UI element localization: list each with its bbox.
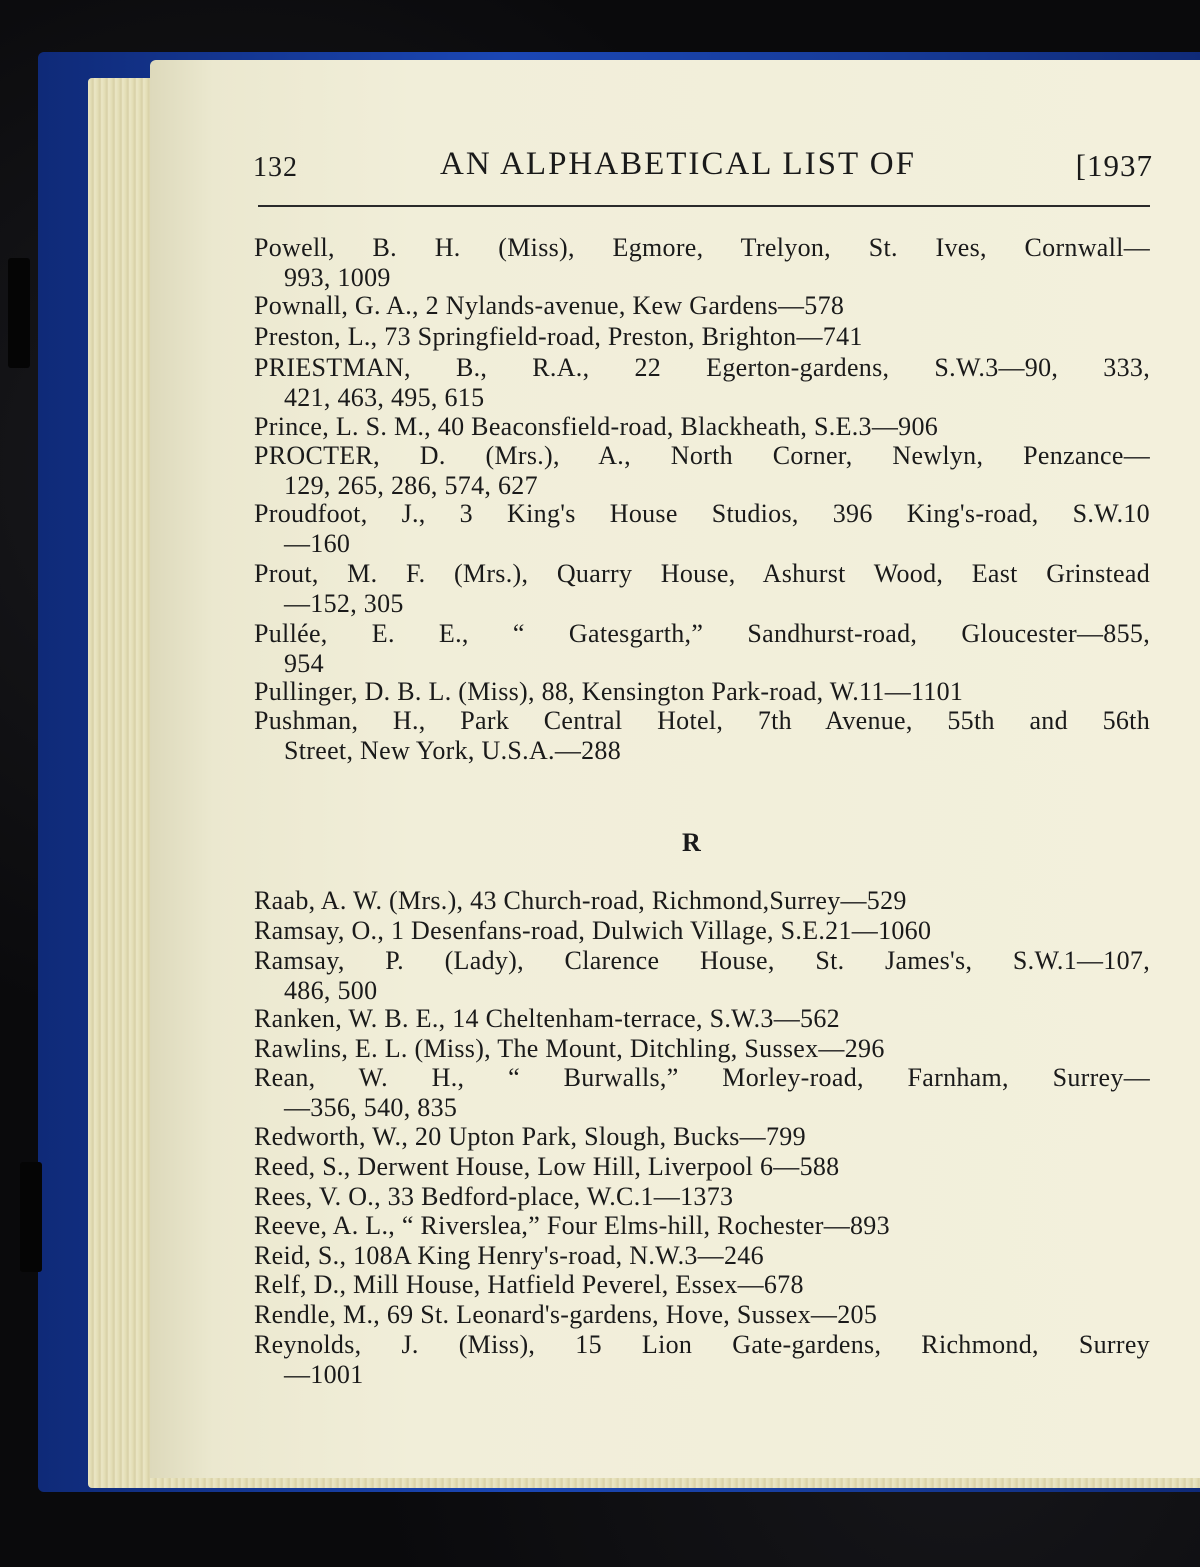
header-rule xyxy=(258,205,1150,207)
entry-line: Redworth, W., 20 Upton Park, Slough, Bucks—799 xyxy=(254,1122,806,1151)
list-entry xyxy=(254,1330,1150,1390)
entry-line: —160 xyxy=(284,529,351,558)
entry-line: Ramsay, O., 1 Desenfans-road, Dulwich Village, S.E.21—1060 xyxy=(254,916,932,945)
entry-line: PRIESTMAN, B., R.A., 22 Egerton-gardens, S.W.3—90, 333, xyxy=(254,353,1150,382)
year-marker: [1937 xyxy=(1075,148,1153,183)
list-entry xyxy=(254,886,1150,916)
entry-line: Preston, L., 73 Springfield-road, Preston, Brighton—741 xyxy=(254,322,863,351)
entry-line: —356, 540, 835 xyxy=(284,1093,458,1122)
entry-line: Pownall, G. A., 2 Nylands-avenue, Kew Gardens—578 xyxy=(254,291,845,320)
page-header xyxy=(253,146,1153,190)
list-entry xyxy=(254,1182,1150,1212)
list-entry xyxy=(254,1034,1150,1064)
list-entry xyxy=(254,353,1150,413)
list-entry xyxy=(254,677,1150,707)
entry-line: Rawlins, E. L. (Miss), The Mount, Ditchling, Sussex—296 xyxy=(254,1034,885,1063)
ribbon-tab-top xyxy=(8,258,30,368)
list-entry xyxy=(254,1270,1150,1300)
entry-line: Street, New York, U.S.A.—288 xyxy=(284,736,622,765)
list-entry xyxy=(254,916,1150,946)
list-entry xyxy=(254,1063,1150,1123)
entry-line: Raab, A. W. (Mrs.), 43 Church-road, Richmond,Surrey—529 xyxy=(254,886,907,915)
list-entry xyxy=(254,322,1150,352)
list-entry xyxy=(254,946,1150,1006)
list-entry xyxy=(254,412,1150,442)
entry-line: —1001 xyxy=(284,1360,364,1389)
entry-line: Pullinger, D. B. L. (Miss), 88, Kensington Park-road, W.11—1101 xyxy=(254,677,964,706)
list-entry xyxy=(254,1122,1150,1152)
entry-line: Pullée, E. E., “ Gatesgarth,” Sandhurst-road, Gloucester—855, xyxy=(254,619,1150,648)
entry-line: Reid, S., 108A King Henry's-road, N.W.3—246 xyxy=(254,1241,764,1270)
entry-line: Rees, V. O., 33 Bedford-place, W.C.1—1373 xyxy=(254,1182,734,1211)
list-entry xyxy=(254,619,1150,679)
list-entry xyxy=(254,1152,1150,1182)
list-entry xyxy=(254,441,1150,501)
entry-line: Rendle, M., 69 St. Leonard's-gardens, Hove, Sussex—205 xyxy=(254,1300,878,1329)
list-entry xyxy=(254,1211,1150,1241)
list-entry xyxy=(254,1300,1150,1330)
page-number: 132 xyxy=(253,152,298,183)
entry-line: PROCTER, D. (Mrs.), A., North Corner, Newlyn, Penzance— xyxy=(254,441,1150,470)
list-entry xyxy=(254,499,1150,559)
entry-line: Proudfoot, J., 3 King's House Studios, 396 King's-road, S.W.10 xyxy=(254,499,1150,528)
list-entry xyxy=(254,291,1150,321)
section-letter: R xyxy=(682,828,701,857)
entry-line: Reeve, A. L., “ Riverslea,” Four Elms-hill, Rochester—893 xyxy=(254,1211,890,1240)
entry-line: Pushman, H., Park Central Hotel, 7th Avenue, 55th and 56th xyxy=(254,706,1150,735)
entry-line: 486, 500 xyxy=(284,976,378,1005)
entry-line: Prout, M. F. (Mrs.), Quarry House, Ashurst Wood, East Grinstead xyxy=(254,559,1150,588)
entry-line: 954 xyxy=(284,649,324,678)
ribbon-tab-bottom xyxy=(20,1162,42,1272)
entry-line: —152, 305 xyxy=(284,589,404,618)
entry-line: 129, 265, 286, 574, 627 xyxy=(284,471,538,500)
entry-line: Rean, W. H., “ Burwalls,” Morley-road, Farnham, Surrey— xyxy=(254,1063,1150,1092)
list-entry xyxy=(254,559,1150,619)
entry-line: Prince, L. S. M., 40 Beaconsfield-road, Blackheath, S.E.3—906 xyxy=(254,412,939,441)
entry-line: 421, 463, 495, 615 xyxy=(284,383,485,412)
entry-line: Powell, B. H. (Miss), Egmore, Trelyon, St. Ives, Cornwall— xyxy=(254,233,1150,262)
running-title: AN ALPHABETICAL LIST OF xyxy=(440,146,916,182)
entry-line: Ramsay, P. (Lady), Clarence House, St. James's, S.W.1—107, xyxy=(254,946,1150,975)
entry-line: Relf, D., Mill House, Hatfield Peverel, Essex—678 xyxy=(254,1270,804,1299)
entry-line: 993, 1009 xyxy=(284,263,391,292)
entry-line: Reed, S., Derwent House, Low Hill, Liverpool 6—588 xyxy=(254,1152,840,1181)
entry-line: Ranken, W. B. E., 14 Cheltenham-terrace, S.W.3—562 xyxy=(254,1004,840,1033)
entry-line: Reynolds, J. (Miss), 15 Lion Gate-gardens, Richmond, Surrey xyxy=(254,1330,1150,1359)
list-entry xyxy=(254,1241,1150,1271)
list-entry xyxy=(254,1004,1150,1034)
list-entry xyxy=(254,706,1150,766)
list-entry xyxy=(254,233,1150,293)
